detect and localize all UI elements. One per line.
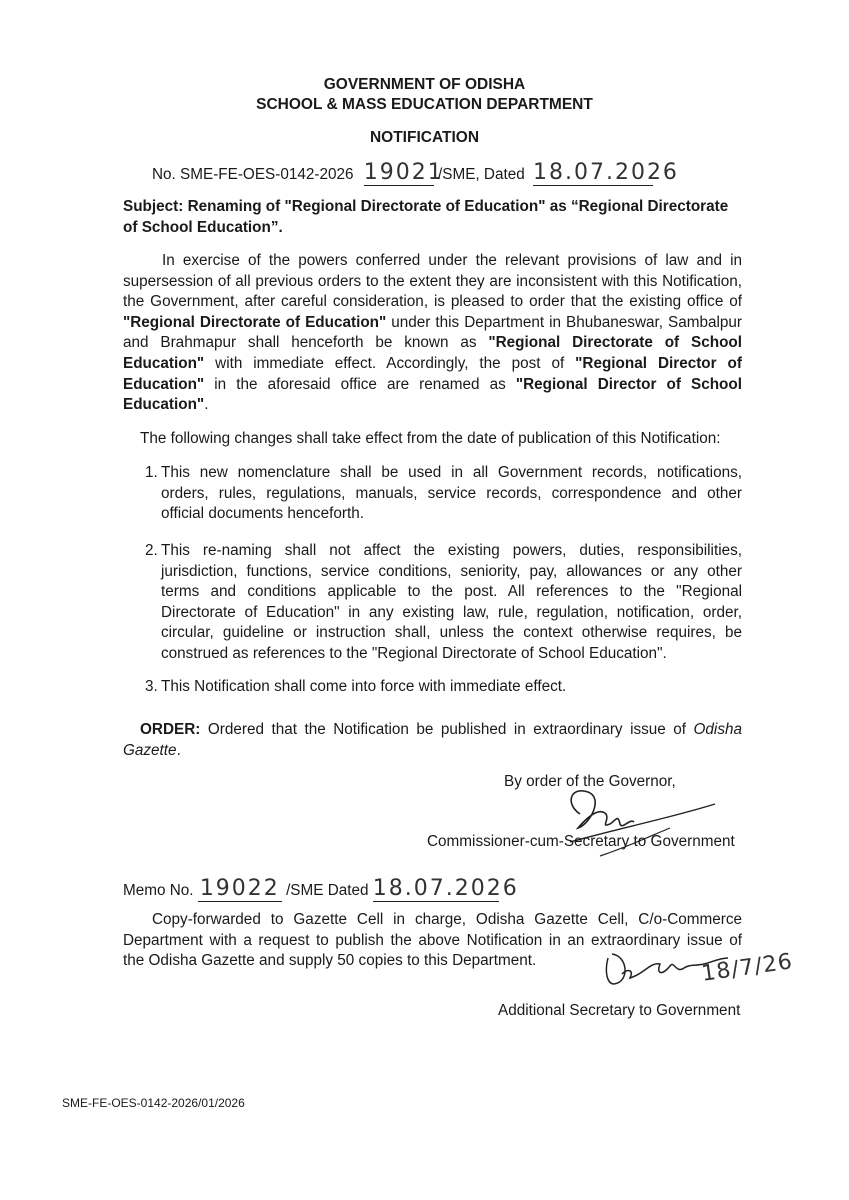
paragraph-main (123, 251, 742, 416)
paragraph-line (123, 375, 742, 396)
list-item (161, 541, 742, 665)
list-item-line: jurisdiction, functions, service conditions, seniority, pay, allowances or any other (161, 562, 742, 580)
paragraph-line (123, 395, 742, 416)
list-item-line: circular, guideline or instruction shall, unless the context otherwise requires, be (161, 624, 742, 642)
additional-secretary-designation: Additional Secretary to Government (498, 1002, 741, 1019)
text-span: . (204, 396, 209, 414)
list-item-line: This re-naming shall not affect the existing powers, duties, responsibilities, (161, 542, 742, 559)
item-number: 2. (145, 542, 158, 559)
list-item-line: construed as references to the "Regional Directorate of School Education". (161, 644, 667, 662)
text-span: with immediate effect. Accordingly, the post of (204, 354, 576, 372)
order-line-2 (123, 741, 423, 762)
text-span: in the aforesaid office are renamed as (204, 375, 516, 393)
commissioner-designation: Commissioner-cum-Secretary to Government (427, 833, 735, 850)
list-item-line: This new nomenclature shall be used in all Government records, notifications, (161, 464, 742, 481)
reference-number-handwritten: 19021 (363, 160, 444, 185)
file-reference-footer: SME-FE-OES-0142-2026/01/2026 (62, 1096, 245, 1110)
reference-date-handwritten: 18.07.2026 (532, 160, 679, 185)
item-number: 3. (145, 678, 158, 695)
order-label: ORDER: (140, 721, 201, 738)
by-order-line: By order of the Governor, (504, 773, 676, 790)
order-paragraph (140, 720, 742, 741)
reference-dated-label: /SME, Dated (438, 166, 525, 183)
bold-phrase: Education" (123, 375, 205, 393)
bold-phrase: "Regional Directorate of Education" (123, 313, 387, 331)
memo-number-handwritten: 19022 (199, 876, 280, 901)
text-span: . (176, 742, 181, 759)
bold-phrase: Education" (123, 354, 205, 372)
text-span: Ordered that the Notification be published in extraordinary issue of (200, 721, 694, 738)
list-item (161, 677, 742, 698)
list-item-line: Directorate of Education" in any existing law, rule, regulation, notification, order, (161, 603, 742, 621)
bold-phrase: Education" (123, 396, 205, 414)
list-item-line: orders, rules, regulations, manuals, service records, correspondence and other (161, 484, 742, 502)
memo-line (123, 876, 519, 902)
memo-paragraph-line: Department with a request to publish the above Notification in an extraordinary issue of (123, 931, 742, 949)
notification-heading: NOTIFICATION (369, 129, 480, 146)
text-span: and Brahmapur shall henceforth be known as (123, 334, 489, 352)
paragraph-line: the Government, after careful consideration, is pleased to order that the existing office of (123, 293, 742, 311)
paragraph-line (123, 313, 742, 334)
italic-phrase: Odisha (693, 721, 742, 738)
italic-phrase: Gazette (123, 742, 177, 759)
order-line (140, 720, 742, 741)
subject-line-1: Subject: Renaming of "Regional Directorate of Education" as “Regional Directorate (123, 198, 729, 215)
additional-secretary-signature-date: 18/7/26 (700, 949, 795, 987)
paragraph-line (123, 354, 742, 375)
subject-line-2: of School Education”. (123, 219, 283, 236)
memo-dated-label: /SME Dated (286, 882, 369, 899)
list-item-line: terms and conditions applicable to the post. All references to the "Regional (161, 583, 742, 601)
list-item-line: official documents henceforth. (161, 505, 364, 523)
commissioner-signature (560, 784, 720, 864)
memo-paragraph-line: the Odisha Gazette and supply 50 copies to this Department. (123, 952, 537, 970)
list-item (161, 463, 742, 525)
paragraph-changes-intro: The following changes shall take effect from the date of publication of this Notification: (140, 430, 721, 447)
memo-date-handwritten: 18.07.2026 (372, 876, 519, 901)
list-item-line: This Notification shall come into force with immediate effect. (161, 678, 567, 695)
bold-phrase: "Regional Directorate of School (488, 334, 743, 352)
reference-prefix: No. SME-FE-OES-0142-2026 (152, 166, 354, 183)
reference-line (152, 160, 679, 186)
text-span: under this Department in Bhubaneswar, Sambalpur (386, 313, 742, 331)
paragraph-line (123, 333, 742, 354)
subject (123, 196, 728, 238)
government-title: GOVERNMENT OF ODISHA (323, 76, 526, 93)
bold-phrase: "Regional Director of (575, 354, 742, 372)
memo-paragraph-line: Copy-forwarded to Gazette Cell in charge, Odisha Gazette Cell, C/o-Commerce (152, 911, 742, 928)
paragraph-line: supersession of all previous orders to the extent they are inconsistent with this Notification, (123, 272, 742, 290)
memo-prefix: Memo No. (123, 882, 194, 899)
bold-phrase: "Regional Director of School (515, 375, 742, 393)
paragraph-line: In exercise of the powers conferred under the relevant provisions of law and in (162, 252, 742, 269)
department-title: SCHOOL & MASS EDUCATION DEPARTMENT (256, 96, 593, 113)
item-number: 1. (145, 464, 158, 481)
